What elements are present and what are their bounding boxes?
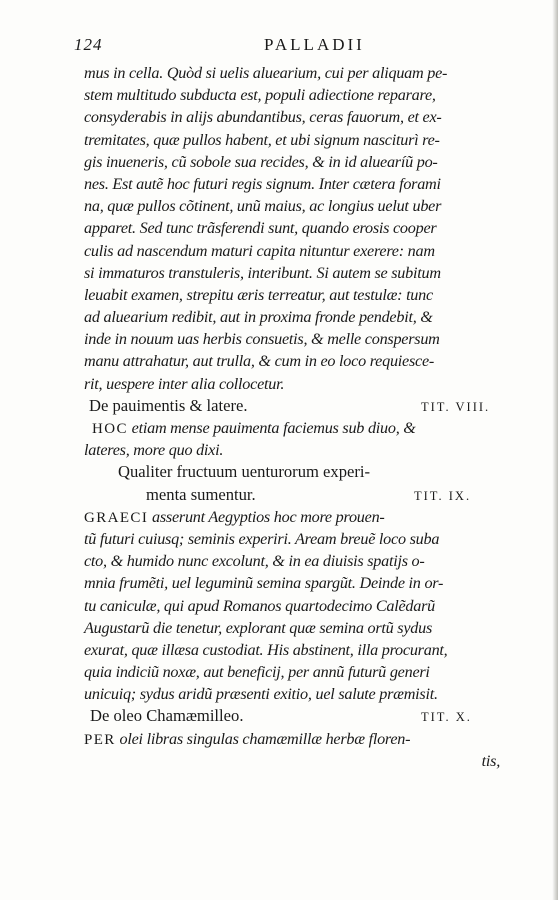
- text-line: culis ad nascendum maturi capita nituntur exerere: nam: [84, 241, 435, 260]
- section-title: menta sumentur.: [146, 484, 256, 504]
- text-line: tũ futuri cuiusq; seminis experiri. Aream breuẽ loco suba: [84, 529, 440, 548]
- text-line: exurat, quæ illæsa custodiat. His abstinent, illa procurant,: [84, 640, 448, 659]
- lead-word: HOC: [92, 421, 128, 437]
- text-line: leuabit examen, strepitu æris terreatur, aut testulæ: tunc: [84, 285, 433, 304]
- text-line: tremitates, quæ pullos habent, et ubi signum nasciturì re-: [84, 130, 440, 149]
- text-line: Augustarũ die tenetur, explorant quæ semina ortũ sydus: [84, 618, 432, 637]
- main-text: [84, 62, 508, 772]
- text-line: rit, uespere inter alia collocetur.: [84, 374, 285, 393]
- text-line: [84, 506, 508, 528]
- text-line: inde in nouum uas herbis consuetis, & melle conspersum: [84, 330, 440, 349]
- section-number: TIT. IX.: [414, 488, 472, 503]
- section-title: De oleo Chamæmilleo.: [90, 706, 244, 726]
- text-line: si immaturos transtuleris, interibunt. Si autem se subitum: [84, 263, 441, 282]
- section-title: Qualiter fructuum uenturorum experi-: [118, 462, 371, 482]
- text-line: manu attrahatur, aut trulla, & cum in eo loco requiesce-: [84, 352, 435, 371]
- page-edge-shadow: [552, 0, 558, 900]
- text-line: unicuiq; sydus aridũ præsenti exitio, uel salute præmisit.: [84, 685, 438, 704]
- text-line: quia indiciũ noxæ, aut beneficij, per annũ futurũ generi: [84, 663, 430, 682]
- text-span: olei libras singulas chamæmillæ herbæ floren-: [119, 729, 411, 748]
- text-line: ad aluearium redibit, aut in proxima fronde pendebit, &: [84, 308, 433, 327]
- section-number: TIT. X.: [421, 710, 472, 725]
- section-number: TIT. VIII.: [421, 399, 491, 414]
- section-heading: [84, 484, 508, 506]
- text-line: nes. Est autẽ hoc futuri regis signum. Inter cætera forami: [84, 174, 441, 193]
- text-line: tu caniculæ, qui apud Romanos quartodecimo Calẽdarũ: [84, 596, 435, 615]
- text-span: etiam mense pauimenta faciemus sub diuo, &: [131, 419, 416, 437]
- text-line: stem multitudo subducta est, populi adiectione reparare,: [84, 86, 436, 105]
- text-line: [84, 417, 508, 439]
- text-line: mus in cella. Quòd si uelis aluearium, cui per aliquam pe-: [84, 64, 448, 82]
- text-span: asserunt Aegyptios hoc more prouen-: [152, 507, 385, 526]
- page-number: 124: [74, 35, 103, 54]
- section-heading: [84, 461, 508, 483]
- section-title: De pauimentis & latere.: [89, 395, 248, 415]
- text-line: tis,: [481, 751, 500, 770]
- lead-word: PER: [84, 731, 116, 748]
- text-line: apparet. Sed tunc trãsferendi sunt, quando erosis cooper: [84, 219, 437, 238]
- text-line: [84, 728, 508, 750]
- text-line: consyderabis in alijs abundantibus, ceras fauorum, et ex-: [84, 108, 442, 127]
- running-head: PALLADII: [264, 35, 365, 54]
- text-line: gis inueneris, cũ sobole sua recides, & in id aluearíũ po-: [84, 152, 438, 171]
- text-line: na, quæ pullos cõtinent, unũ maius, ac longius uelut uber: [84, 197, 442, 216]
- text-line: cto, & humido nunc excolunt, & in ea diuisis spatijs o-: [84, 552, 425, 571]
- page-header: [74, 35, 494, 57]
- text-line: mnia frumẽti, uel leguminũ semina spargũt. Deinde in or-: [84, 574, 444, 593]
- section-heading: [84, 395, 508, 417]
- section-heading: [84, 705, 508, 727]
- lead-word: GRAECI: [84, 509, 149, 526]
- text-line: lateres, more quo dixi.: [84, 441, 224, 460]
